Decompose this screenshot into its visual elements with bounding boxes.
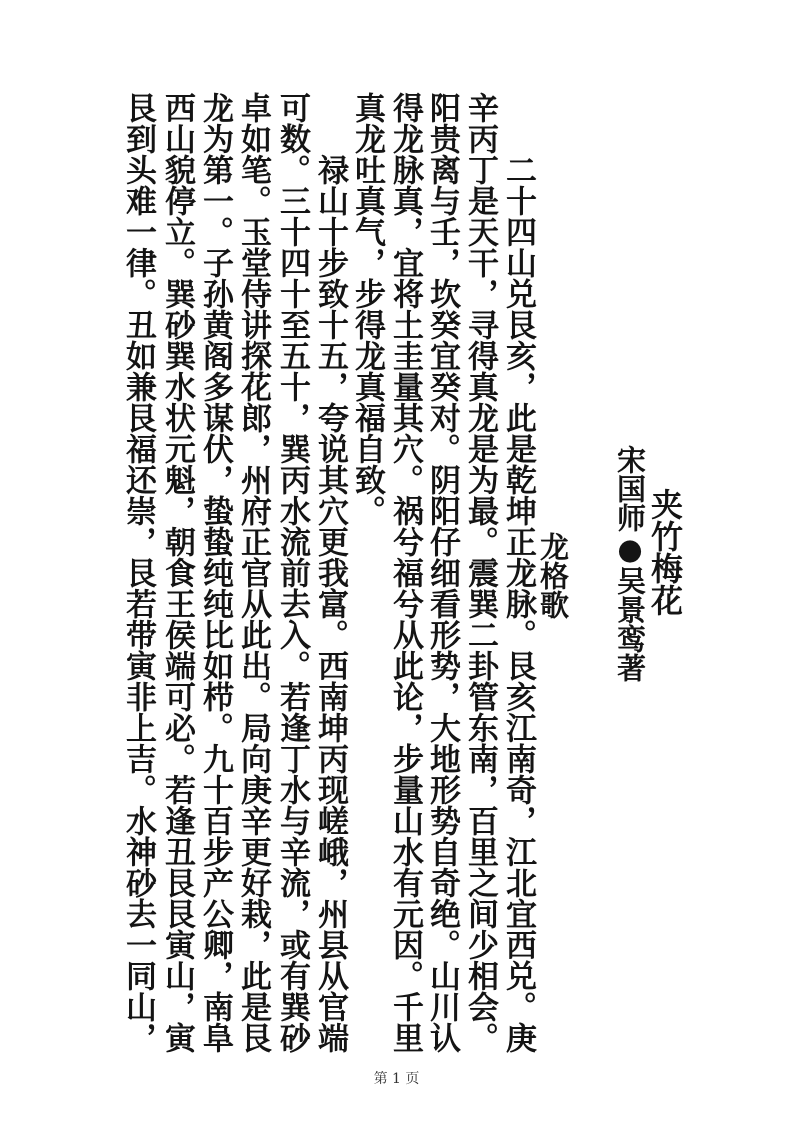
- text-column: 阳贵离与壬，坎癸宜癸对。阴阳仔细看形势，大地形势自奇绝。山川认: [424, 92, 460, 1053]
- text-column: 禄山十步致十五，夸说其穴更我富。西南坤丙现嵯峨，州县从官端: [312, 154, 348, 1053]
- text-column: 可数。三十四十至五十，巽丙水流前去入。若逢丁水与辛流，或有巽砂: [274, 92, 310, 1053]
- page-number: 第 1 页: [373, 1071, 420, 1087]
- section-heading: 龙格歌: [536, 532, 570, 619]
- author-line: 宋国师●吴景鸾著: [613, 445, 647, 682]
- text-column: 卓如笔。玉堂侍讲探花郎，州府正官从此出。局向庚辛更好栽，此是艮: [235, 92, 271, 1053]
- text-column: 西山貌停立。巽砂巽水状元魁，朝食王侯端可必。若逢丑艮艮寅山，寅: [159, 92, 195, 1053]
- text-column: 真龙吐真气，步得龙真福自致。: [349, 92, 385, 526]
- text-column: 得龙脉真，宜将土圭量其穴。祸兮福兮从此论，步量山水有元因。千里: [387, 92, 423, 1053]
- text-column: 辛丙丁是天干，寻得真龙是为最。震巽二卦管东南，百里之间少相会。: [462, 92, 498, 1053]
- document-title: 夹竹梅花: [646, 488, 684, 616]
- text-column: 二十四山兑艮亥，此是乾坤正龙脉。艮亥江南奇，江北宜西兑。庚: [500, 154, 536, 1053]
- text-column: 龙为第一。子孙黄阁多谋伏，蛰蛰纯纯比如栉。九十百步产公卿，南阜: [197, 92, 233, 1053]
- text-column: 艮到头难一律。丑如兼艮福还崇，艮若带寅非上吉。水神砂去一同山，: [120, 92, 156, 1053]
